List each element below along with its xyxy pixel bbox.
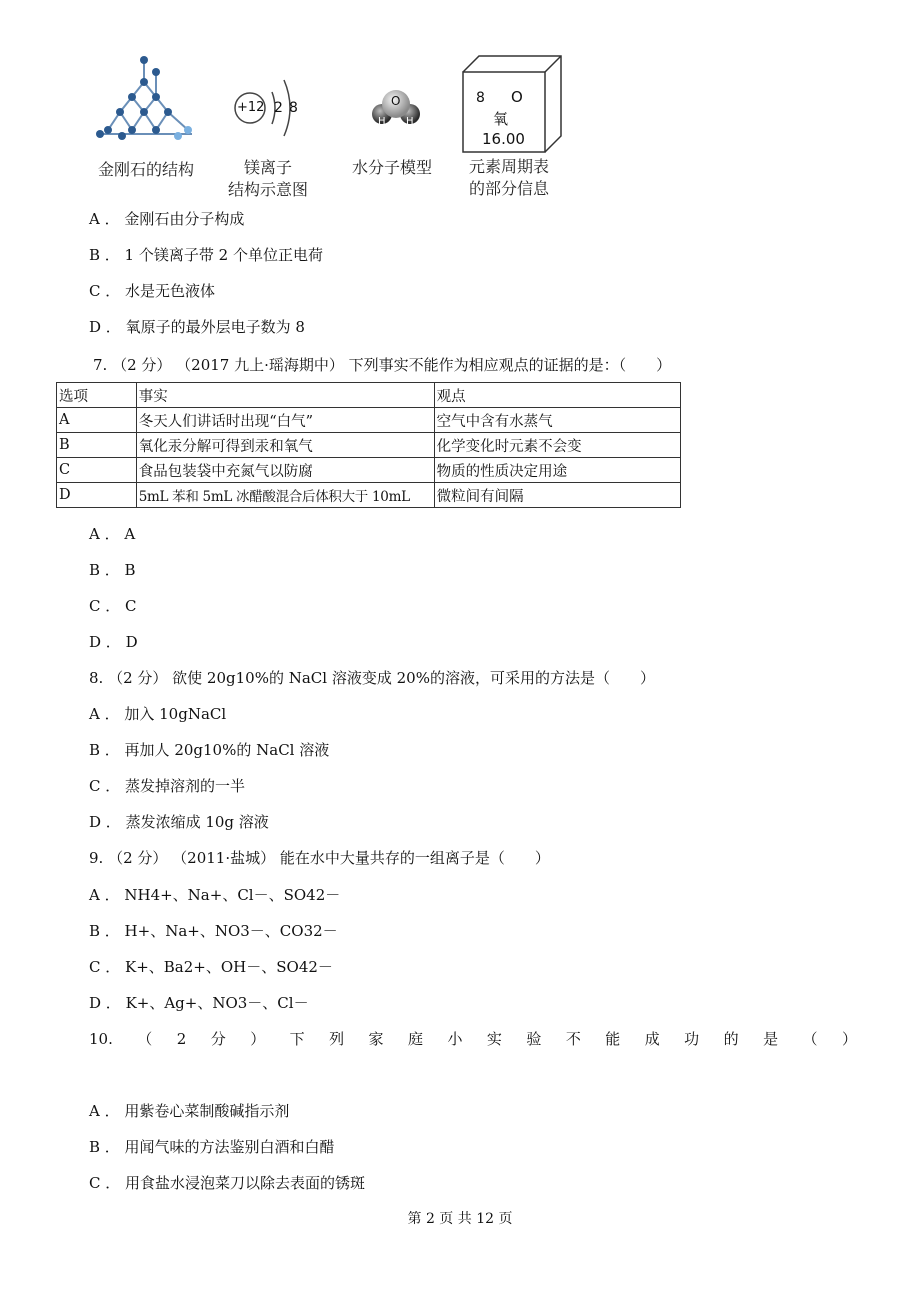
q10-option-c: C ． 用食盐水浸泡菜刀以除去表面的锈斑 — [89, 1174, 366, 1192]
figure-diamond-caption: 金刚石的结构 — [97, 160, 194, 179]
table-cell: C — [57, 458, 137, 483]
q10-stem-part: 家 — [368, 1030, 384, 1048]
q10-stem-part: 庭 — [408, 1030, 424, 1048]
figure-water — [342, 88, 442, 188]
table-cell: 氧化汞分解可得到汞和氧气 — [136, 433, 434, 458]
table-cell: 食品包装袋中充氮气以防腐 — [136, 458, 434, 483]
periodic-atomic-number: 8 — [476, 90, 485, 106]
q7-option-a: A ． A — [89, 525, 136, 543]
figure-mg-caption-1: 镁离子 — [243, 158, 292, 177]
q10-stem-part: 成 — [644, 1030, 660, 1048]
q6-option-a: A ． 金刚石由分子构成 — [89, 210, 245, 228]
q6-option-c: C ． 水是无色液体 — [89, 282, 216, 300]
table-header-row — [57, 383, 681, 408]
q7-option-b: B ． B — [89, 561, 136, 579]
table-header-cell: 选项 — [57, 383, 137, 408]
mg-shell1-label: 2 — [274, 100, 283, 116]
q6-option-b: B ． 1 个镁离子带 2 个单位正电荷 — [89, 246, 323, 264]
table-cell: A — [57, 408, 137, 433]
q10-stem-part: 是 — [763, 1030, 779, 1048]
q10-stem-part: 小 — [447, 1030, 463, 1048]
q8-option-a: A ． 加入 10gNaCl — [89, 705, 227, 723]
periodic-element-name: 氧 — [493, 110, 509, 128]
table-row — [57, 408, 681, 433]
figure-mg-caption-2: 结构示意图 — [227, 180, 308, 199]
q7-table — [56, 382, 681, 508]
mg-ion-diagram — [218, 60, 318, 140]
q7-option-c: C ． C — [89, 597, 137, 615]
q9-option-b: B ． H+、Na+、NO3－、CO32－ — [89, 922, 338, 940]
page-footer: 第 2 页 共 12 页 — [407, 1211, 513, 1227]
q10-stem — [89, 1029, 857, 1049]
q9-option-d: D ． K+、Ag+、NO3－、Cl－ — [89, 994, 309, 1012]
q8-stem: 8. （2 分） 欲使 20g10%的 NaCl 溶液变成 20%的溶液，可采用的方法是（ ） — [89, 669, 655, 687]
table-row — [57, 483, 681, 508]
table-header-cell: 事实 — [136, 383, 434, 408]
q10-stem-part: 功 — [684, 1030, 700, 1048]
table-cell: D — [57, 483, 137, 508]
q9-option-a: A ． NH4+、Na+、Cl－、SO42－ — [89, 886, 341, 904]
table-cell: 微粒间有间隔 — [434, 483, 680, 508]
q9-stem: 9. （2 分） （2011·盐城） 能在水中大量共存的一组离子是（ ） — [89, 849, 550, 867]
figure-diamond — [92, 52, 202, 192]
q8-option-c: C ． 蒸发掉溶剂的一半 — [89, 777, 246, 795]
table-row — [57, 433, 681, 458]
diamond-structure-image — [92, 52, 202, 147]
q10-stem-part: 能 — [605, 1030, 621, 1048]
table-cell: B — [57, 433, 137, 458]
q10-stem-part: 下 — [289, 1030, 305, 1048]
q10-option-a: A ． 用紫卷心菜制酸碱指示剂 — [89, 1102, 290, 1120]
mg-shell2-label: 8 — [289, 100, 298, 116]
q10-stem-part: 10. — [89, 1030, 113, 1048]
q6-option-d: D ． 氧原子的最外层电子数为 8 — [89, 318, 305, 336]
table-cell: 物质的性质决定用途 — [434, 458, 680, 483]
q8-option-b: B ． 再加人 20g10%的 NaCl 溶液 — [89, 741, 330, 759]
table-header-cell: 观点 — [434, 383, 680, 408]
q9-option-c: C ． K+、Ba2+、OH－、SO42－ — [89, 958, 333, 976]
table-cell: 冬天人们讲话时出现“白气” — [136, 408, 434, 433]
q10-stem-part: 不 — [565, 1030, 581, 1048]
q10-stem-part: （ — [137, 1030, 153, 1048]
figure-periodic-caption-2: 的部分信息 — [468, 179, 549, 198]
table-row — [57, 458, 681, 483]
q10-stem-part: 分 — [210, 1030, 226, 1048]
periodic-mass: 16.00 — [482, 130, 525, 148]
q7-stem: 7. （2 分） （2017 九上·瑶海期中） 下列事实不能作为相应观点的证据的是：（ ） — [93, 356, 672, 374]
q8-option-d: D ． 蒸发浓缩成 10g 溶液 — [89, 813, 269, 831]
water-h2-label: H — [406, 116, 414, 127]
q10-stem-part: （ — [802, 1030, 818, 1048]
periodic-symbol: O — [511, 88, 523, 106]
q10-stem-part: 2 — [176, 1030, 187, 1048]
q10-stem-part: 的 — [723, 1030, 739, 1048]
water-o-label: O — [391, 94, 401, 108]
q10-stem-part: 列 — [329, 1030, 345, 1048]
figure-water-caption: 水分子模型 — [351, 158, 432, 177]
q7-option-d: D ． D — [89, 633, 138, 651]
q10-option-b: B ． 用闻气味的方法鉴别白酒和白醋 — [89, 1138, 335, 1156]
q10-stem-part: 实 — [486, 1030, 502, 1048]
table-cell: 5mL 苯和 5mL 冰醋酸混合后体积大于 10mL — [136, 483, 434, 508]
table-cell: 空气中含有水蒸气 — [434, 408, 680, 433]
q10-stem-part: ） — [841, 1030, 857, 1048]
q10-stem-part: 验 — [526, 1030, 542, 1048]
figure-periodic-caption-1: 元素周期表 — [468, 157, 549, 176]
figure-periodic — [455, 52, 575, 202]
table-cell: 化学变化时元素不会变 — [434, 433, 680, 458]
mg-nucleus-label: +12 — [237, 100, 265, 115]
q10-stem-part: ） — [250, 1030, 266, 1048]
water-h1-label: H — [378, 116, 386, 127]
figure-mg-ion — [218, 60, 318, 205]
